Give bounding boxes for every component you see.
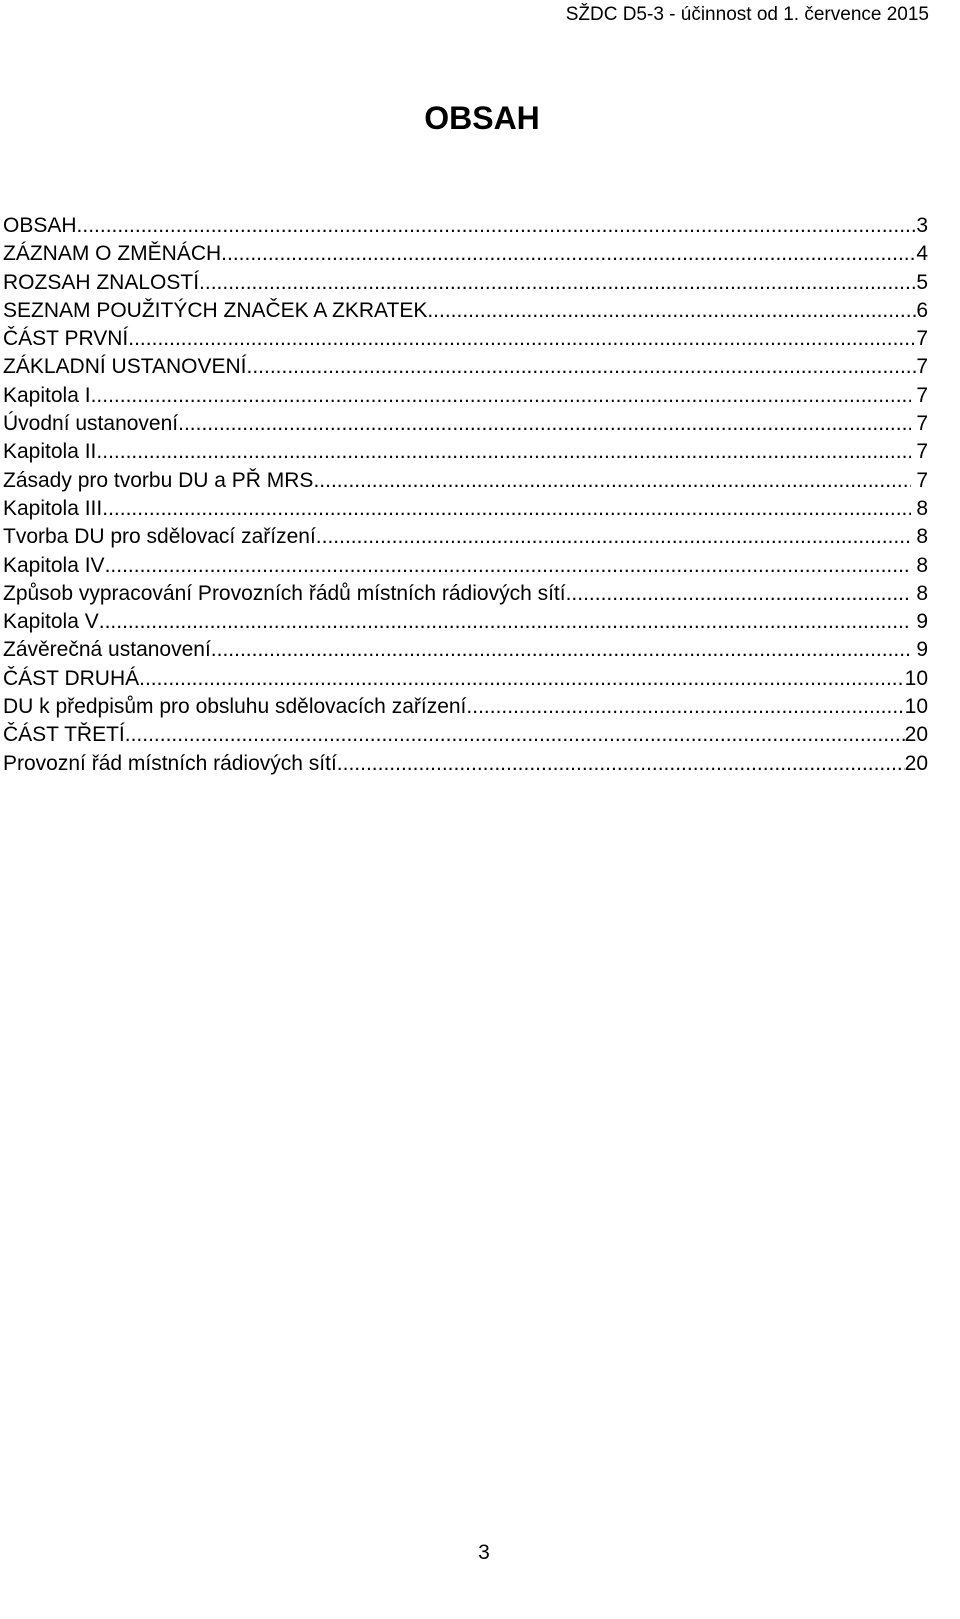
toc-entry-label: Kapitola V [3,610,99,634]
toc-entry-cast-treti[interactable] [3,721,928,749]
toc-entry-label: ČÁST PRVNÍ [3,327,129,351]
toc-entry-label: Zásady pro tvorbu DU a PŘ MRS [3,468,314,492]
toc-entry-page: 9 [916,610,928,634]
toc-entry-label: Kapitola II [3,440,97,464]
toc-entry-page: 4 [916,242,928,266]
toc-entry-zpusob-vypracovani[interactable] [3,580,928,608]
toc-entry-label: Kapitola I [3,383,91,407]
toc-entry-obsah[interactable] [3,212,928,240]
toc-entry-label: ZÁZNAM O ZMĚNÁCH [3,242,222,266]
toc-entry-label: ROZSAH ZNALOSTÍ [3,270,200,294]
toc-dot-leader [221,240,916,268]
toc-entry-label: ČÁST TŘETÍ [3,723,125,747]
toc-entry-zaznam-o-zmenach[interactable] [3,240,928,268]
toc-entry-kapitola-5[interactable] [3,608,928,636]
toc-entry-zaverecna-ustanoveni[interactable] [3,636,928,664]
toc-entry-page: 8 [916,553,928,577]
toc-entry-page: 10 [904,695,928,719]
toc-dot-leader [178,410,911,438]
toc-dot-leader [427,297,916,325]
toc-entry-label: ČÁST DRUHÁ [3,666,140,690]
toc-dot-leader [77,212,917,240]
toc-entry-label: Kapitola IV [3,553,105,577]
toc-entry-label: OBSAH [3,214,77,237]
running-header: SŽDC D5-3 - účinnost od 1. července 2015 [565,4,929,25]
toc-entry-label: Závěrečná ustanovení [3,638,211,662]
toc-dot-leader [566,580,912,608]
toc-entry-cast-prvni[interactable] [3,325,928,353]
toc-entry-page: 7 [916,327,928,351]
toc-entry-uvodni-ustanoveni[interactable] [3,410,928,438]
toc-entry-page: 7 [916,383,928,407]
toc-entry-label: Tvorba DU pro sdělovací zařízení [3,525,316,549]
toc-entry-page: 5 [916,270,928,294]
toc-entry-zasady-pro-tvorbu[interactable] [3,467,928,495]
toc-entry-label: Provozní řád místních rádiových sítí [3,751,337,775]
toc-entry-label: ZÁKLADNÍ USTANOVENÍ [3,355,247,379]
toc-dot-leader [337,750,905,778]
toc-dot-leader [139,665,905,693]
toc-dot-leader [199,269,916,297]
toc-entry-label: Způsob vypracování Provozních řádů místních rádiových sítí [3,581,566,605]
page-number: 3 [478,1541,490,1564]
toc-dot-leader [96,438,911,466]
toc-entry-page: 20 [904,723,928,747]
toc-entry-seznam-znacek[interactable] [3,297,928,325]
toc-entry-page: 7 [916,412,928,436]
toc-entry-zakladni-ustanoveni[interactable] [3,353,928,381]
toc-entry-kapitola-4[interactable] [3,552,928,580]
toc-entry-cast-druha[interactable] [3,665,928,693]
toc-dot-leader [247,353,917,381]
page-title: OBSAH [424,100,540,136]
toc-entry-label: DU k předpisům pro obsluhu sdělovacích zařízení [3,695,467,719]
toc-entry-page: 8 [916,581,928,605]
toc-entry-page: 9 [916,638,928,662]
toc-entry-label: SEZNAM POUŽITÝCH ZNAČEK A ZKRATEK [3,298,428,322]
toc-entry-page: 3 [916,214,928,237]
toc-entry-page: 6 [916,298,928,322]
toc-entry-page: 7 [916,355,928,379]
toc-dot-leader [102,495,911,523]
toc-entry-page: 10 [904,666,928,690]
toc-entry-tvorba-du[interactable] [3,523,928,551]
toc-entry-page: 7 [916,440,928,464]
toc-entry-kapitola-1[interactable] [3,382,928,410]
table-of-contents [3,212,928,778]
toc-entry-page: 7 [916,468,928,492]
toc-dot-leader [125,721,905,749]
toc-entry-page: 8 [916,525,928,549]
toc-dot-leader [466,693,904,721]
toc-dot-leader [316,523,912,551]
toc-dot-leader [211,636,912,664]
toc-entry-kapitola-2[interactable] [3,438,928,466]
toc-entry-label: Úvodní ustanovení [3,412,179,436]
toc-entry-du-k-predpisum[interactable] [3,693,928,721]
toc-dot-leader [99,608,912,636]
toc-entry-rozsah-znalosti[interactable] [3,269,928,297]
toc-entry-label: Kapitola III [3,496,103,520]
toc-dot-leader [128,325,916,353]
toc-entry-provozni-rad[interactable] [3,750,928,778]
toc-dot-leader [313,467,911,495]
toc-entry-page: 20 [904,751,928,775]
toc-entry-kapitola-3[interactable] [3,495,928,523]
toc-dot-leader [91,382,912,410]
toc-dot-leader [105,552,912,580]
toc-entry-page: 8 [916,496,928,520]
